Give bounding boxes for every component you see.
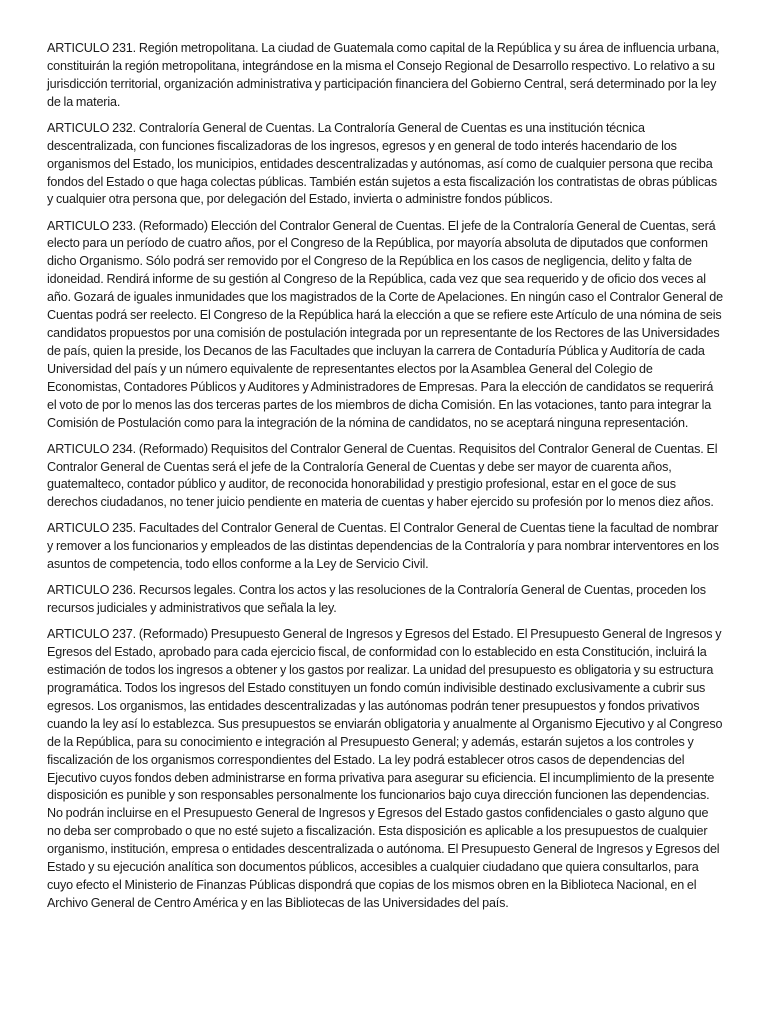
article-231-paragraph: ARTICULO 231. Región metropolitana. La ciudad de Guatemala como capital de la República y su área de influencia urbana, constituirán la región metropolitana, integrándose en la misma el Consejo Regional de Desarrollo respectivo. Lo relativo a su jurisdicción territorial, organización administrativa y participación financiera del Gobierno Central, será determinado por la ley de la materia. bbox=[47, 41, 720, 109]
article-235-paragraph: ARTICULO 235. Facultades del Contralor General de Cuentas. El Contralor General de Cuentas tiene la facultad de nombrar y remover a los funcionarios y empleados de las distintas dependencias de la Contraloría y para nombrar interventores en los asuntos de competencia, todo ellos conforme a la Ley de Servicio Civil. bbox=[47, 521, 719, 572]
document-page bbox=[47, 40, 723, 921]
article-237-paragraph: ARTICULO 237. (Reformado) Presupuesto General de Ingresos y Egresos del Estado. El Presupuesto General de Ingresos y Egresos del Estado, aprobado para cada ejercicio fiscal, de conformidad con lo establecido en esta Constitución, incluirá la estimación de todos los ingresos a obtener y los gastos por realizar. La unidad del presupuesto es obligatoria y su estructura programática. Todos los ingresos del Estado constituyen un fondo común indivisible destinado exclusivamente a cubrir sus egresos. Los organismos, las entidades descentralizadas y las autónomas podrán tener presupuestos y fondos privativos cuando la ley así lo establezca. Sus presupuestos se enviarán obligatoria y anualmente al Organismo Ejecutivo y al Congreso de la República, para su conocimiento e integración al Presupuesto General; y además, estarán sujetos a los controles y fiscalización de los organismos correspondientes del Estado. La ley podrá establecer otros casos de dependencias del Ejecutivo cuyos fondos deben administrarse en forma privativa para asegurar su eficiencia. El incumplimiento de la presente disposición es punible y son responsables personalmente los funcionarios bajo cuya dirección funcionen las dependencias. No podrán incluirse en el Presupuesto General de Ingresos y Egresos del Estado gastos confidenciales o gasto alguno que no deba ser comprobado o que no esté sujeto a fiscalización. Esta disposición es aplicable a los presupuestos de cualquier organismo, institución, empresa o entidades descentralizada o autónoma. El Presupuesto General de Ingresos y Egresos del Estado y su ejecución analítica son documentos públicos, accesibles a cualquier ciudadano que quiera consultarlos, para cuyo efecto el Ministerio de Finanzas Públicas dispondrá que copias de los mismos obren en la Biblioteca Nacional, en el Archivo General de Centro América y en las Bibliotecas de las Universidades del país. bbox=[47, 627, 723, 910]
article-232-paragraph: ARTICULO 232. Contraloría General de Cuentas. La Contraloría General de Cuentas es una institución técnica descentralizada, con funciones fiscalizadoras de los ingresos, egresos y en general de todo interés hacendario de los organismos del Estado, los municipios, entidades descentralizadas y autónomas, así como de cualquier persona que reciba fondos del Estado o que haga colectas públicas. También están sujetos a esta fiscalización los contratistas de obras públicas y cualquier otra persona que, por delegación del Estado, invierta o administre fondos públicos. bbox=[47, 120, 717, 207]
article-234-paragraph: ARTICULO 234. (Reformado) Requisitos del Contralor General de Cuentas. Requisitos del Contralor General de Cuentas. El Contralor General de Cuentas será el jefe de la Contraloría General de Cuentas y debe ser mayor de cuarenta años, guatemalteco, contador público y auditor, de reconocida honorabilidad y prestigio profesional, estar en el goce de sus derechos ciudadanos, no tener juicio pendiente en materia de cuentas y haber ejercido su profesión por lo menos diez años. bbox=[47, 441, 718, 510]
article-233-paragraph: ARTICULO 233. (Reformado) Elección del Contralor General de Cuentas. El jefe de la Contraloría General de Cuentas, será electo para un período de cuatro años, por el Congreso de la República, por mayoría absoluta de diputados que conformen dicho Organismo. Sólo podrá ser removido por el Congreso de la República en los casos de negligencia, delito y falta de idoneidad. Rendirá informe de su gestión al Congreso de la República, cada vez que sea requerido y de oficio dos veces al año. Gozará de iguales inmunidades que los magistrados de la Corte de Apelaciones. En ningún caso el Contralor General de Cuentas podrá ser reelecto. El Congreso de la República hará la elección a que se refiere este Artículo de una nómina de seis candidatos propuestos por una comisión de postulación integrada por un representante de los Rectores de las Universidades de país, quien la preside, los Decanos de las Facultades que incluyan la carrera de Contaduría Pública y Auditoría de cada Universidad del país y un número equivalente de representantes electos por la Asamblea General del Colegio de Economistas, Contadores Públicos y Auditores y Administradores de Empresas. Para la elección de candidatos se requerirá el voto de por lo menos las dos terceras partes de los miembros de dicha Comisión. En las votaciones, tanto para integrar la Comisión de Postulación como para la integración de la nómina de candidatos, no se aceptará ninguna representación. bbox=[47, 218, 723, 430]
article-236-paragraph: ARTICULO 236. Recursos legales. Contra los actos y las resoluciones de la Contraloría General de Cuentas, proceden los recursos judiciales y administrativos que señala la ley. bbox=[47, 583, 706, 616]
